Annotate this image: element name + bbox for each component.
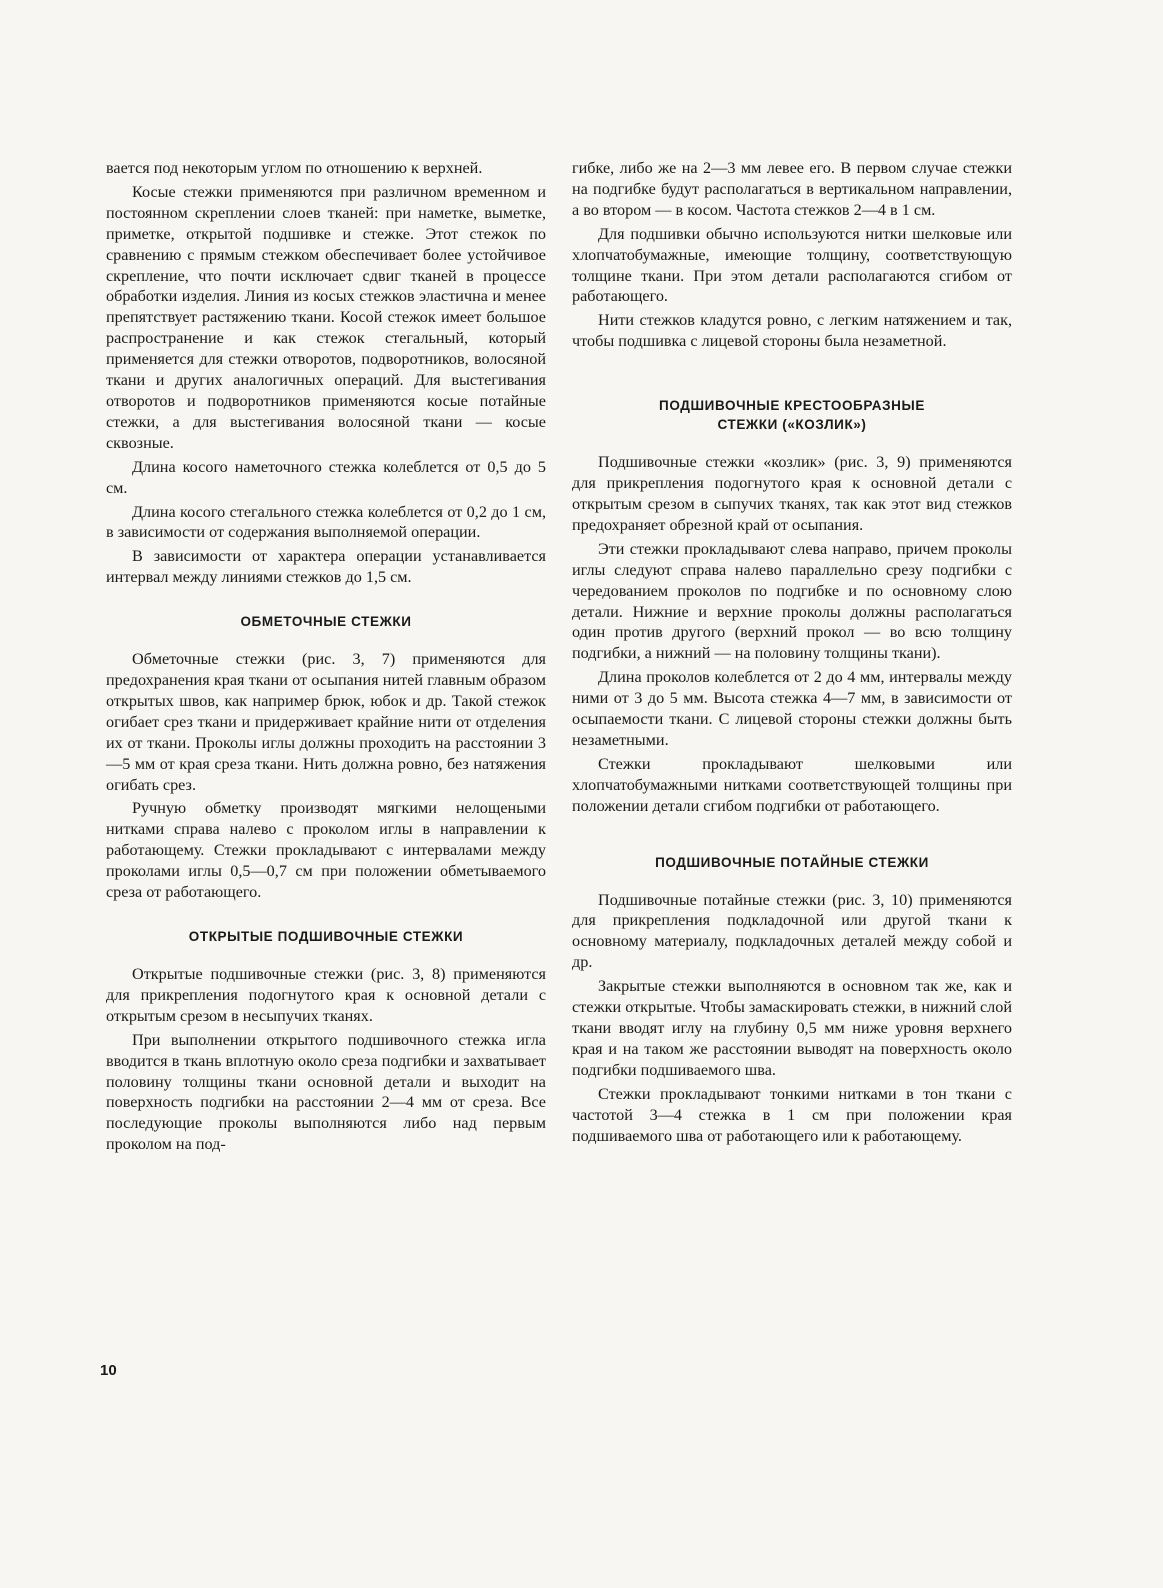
paragraph: Подшивочные стежки «козлик» (рис. 3, 9) применяются для прикрепления подогнутого края к основной детали с открытым срезом в сыпучих тканях, так как этот вид стежков предохраняет обрезной край от осыпания. (572, 453, 1012, 534)
paragraph: Для подшивки обычно используются нитки шелковые или хлопчатобумажные, имеющие толщину, соответствующую толщине ткани. При этом детали располагаются сгибом от работающего. (572, 224, 1012, 306)
paragraph: Нити стежков кладутся ровно, с легким натяжением и так, чтобы подшивка с лицевой стороны была незаметной. (572, 311, 1012, 351)
left-column (106, 158, 546, 1158)
paragraph: Косые стежки применяются при различном временном и постоянном скреплении слоев тканей: при наметке, выметке, приметке, открытой подшивке и стежке. Этот стежок по сравнению с прямым стежком обеспечивает более устойчивое скрепление, что почти исключает сдвиг тканей в процессе обработки изделия. Линия из косых стежков эластична и менее препятствует растяжению ткани. Косой стежок имеет большое распространение и как стежок стегальный, который применяется для стежки отворотов, подворотников, волосяной ткани и других аналогичных операций. Для выстегивания отворотов и подворотников применяются косые потайные стежки, а для выстегивания волосяной ткани — косые сквозные. (106, 182, 546, 452)
right-column (572, 158, 1012, 1149)
heading-line: СТЕЖКИ («КОЗЛИК») (717, 417, 867, 433)
paragraph: Длина проколов колеблется от 2 до 4 мм, интервалы между ними от 3 до 5 мм. Высота стежка 4—7 мм, в зависимости от осыпаемости ткани. С лицевой стороны стежки должны быть незаметными. (572, 668, 1012, 749)
paragraph: В зависимости от характера операции устанавливается интервал между линиями стежков до 1,5 см. (106, 547, 546, 587)
section-heading-cross-stitches (572, 396, 1012, 434)
page-number: 10 (100, 1362, 117, 1379)
paragraph: Длина косого стегального стежка колеблется от 0,2 до 1 см, в зависимости от содержания выполняемой операции. (106, 502, 546, 542)
paragraph: Ручную обметку производят мягкими нелощеными нитками справа налево с проколом иглы в направлении к работающему. Стежки прокладывают с интервалами между проколами иглы 0,5—0,7 см при положении обметываемого среза от работающего. (106, 799, 546, 902)
paragraph: Обметочные стежки (рис. 3, 7) применяются для предохранения края ткани от осыпания нитей главным образом открытых швов, как например брюк, юбок и др. Такой стежок огибает срез ткани и придерживает крайние нити от отделения их от ткани. Проколы иглы должны проходить на расстоянии 3—5 мм от края среза ткани. Нить должна ровно, без натяжения огибать срез. (106, 650, 546, 794)
paragraph: Подшивочные потайные стежки (рис. 3, 10) применяются для прикрепления подкладочной или другой ткани к основному материалу, подкладочных деталей между собой и др. (572, 890, 1012, 972)
section-heading-open-hem-stitches: ОТКРЫТЫЕ ПОДШИВОЧНЫЕ СТЕЖКИ (188, 929, 464, 944)
paragraph: вается под некоторым углом по отношению к верхней. (106, 159, 483, 177)
paragraph: Открытые подшивочные стежки (рис. 3, 8) применяются для прикрепления подогнутого края к основной детали с открытым срезом в несыпучих тканях. (106, 965, 546, 1025)
paragraph: Стежки прокладывают шелковыми или хлопчатобумажными нитками соответствующей толщины при положении детали сгибом подгибки от работающего. (572, 754, 1012, 815)
paragraph: гибке, либо же на 2—3 мм левее его. В первом случае стежки на подгибке будут располагаться в вертикальном направлении, а во втором — в косом. Частота стежков 2—4 в 1 см. (572, 159, 1012, 219)
heading-line: ПОДШИВОЧНЫЕ КРЕСТООБРАЗНЫЕ (659, 398, 925, 414)
paragraph: Стежки прокладывают тонкими нитками в тон ткани с частотой 3—4 стежка в 1 см при положении края подшиваемого шва от работающего или к работающему. (572, 1084, 1012, 1145)
paragraph: Длина косого наметочного стежка колеблется от 0,5 до 5 см. (106, 457, 546, 497)
paragraph: Эти стежки прокладывают слева направо, причем проколы иглы следуют справа налево параллельно срезу подгибки с чередованием проколов по подгибке и по основному слою детали. Нижние и верхние проколы должны располагаться один против другого (верхний прокол — во всю толщину подгибки, а нижний — на половину толщины ткани). (572, 539, 1012, 663)
section-heading-blind-stitches: ПОДШИВОЧНЫЕ ПОТАЙНЫЕ СТЕЖКИ (655, 854, 929, 870)
paragraph: При выполнении открытого подшивочного стежка игла вводится в ткань вплотную около среза подгибки и захватывает половину толщины ткани основной детали и выходит на поверхность подгибки на расстоянии 2—4 мм от среза. Все последующие проколы выполняются либо над первым проколом на под- (106, 1030, 546, 1154)
paragraph: Закрытые стежки выполняются в основном так же, как и стежки открытые. Чтобы замаскировать стежки, в нижний слой ткани вводят иглу на глубину 0,5 мм ниже уровня верхнего края и на таком же расстоянии выводят на поверхность около подгибки подшиваемого шва. (572, 977, 1012, 1079)
section-heading-overcast-stitches: ОБМЕТОЧНЫЕ СТЕЖКИ (240, 614, 412, 630)
